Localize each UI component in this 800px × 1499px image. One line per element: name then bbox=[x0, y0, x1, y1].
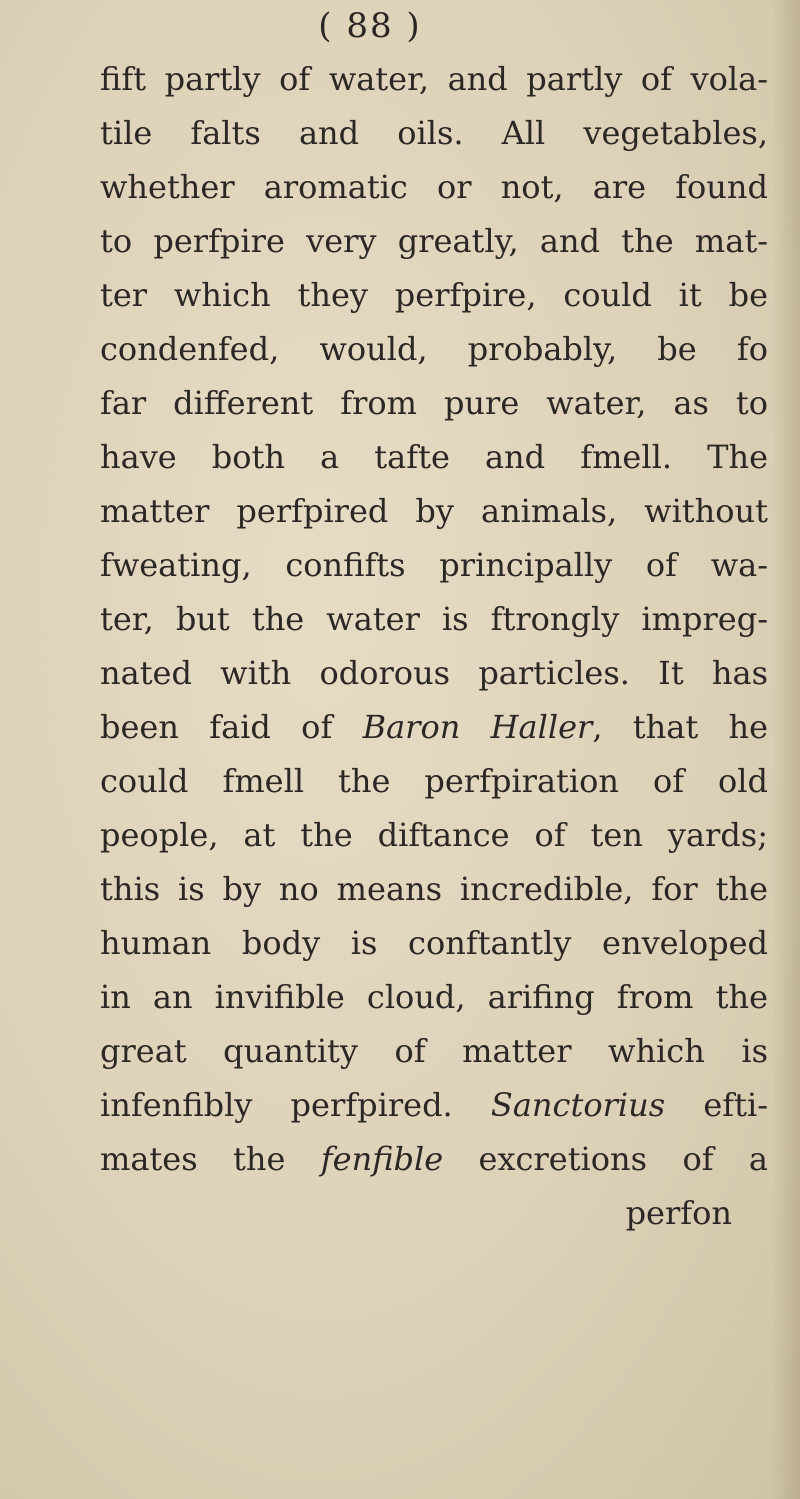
text-line: in an invifible cloud, arifing from the bbox=[100, 978, 768, 1016]
text-line: fweating, confifts principally of wa- bbox=[100, 546, 768, 584]
text-line: human body is conftantly enveloped bbox=[100, 924, 768, 962]
body-text bbox=[100, 52, 768, 1240]
text-line: mates the fenfible excretions of a bbox=[100, 1140, 769, 1178]
text-line: could fmell the perfpiration of old bbox=[100, 762, 768, 800]
italic-word-fenfible: fenfible bbox=[320, 1140, 444, 1178]
text-line: tile falts and oils. All vegetables, bbox=[100, 114, 768, 152]
page-edge-shadow bbox=[772, 0, 800, 1499]
text-line: been faid of Baron Haller, that he bbox=[100, 708, 769, 746]
text-line: matter perfpired by animals, without bbox=[100, 492, 768, 530]
text-line: condenfed, would, probably, be fo bbox=[100, 330, 768, 368]
catchword: perfon bbox=[625, 1194, 732, 1232]
text-line: fift partly of water, and partly of vola- bbox=[100, 60, 768, 98]
text-line: people, at the diftance of ten yards; bbox=[100, 816, 768, 854]
page-number: ( 88 ) bbox=[318, 6, 422, 46]
text-line: great quantity of matter which is bbox=[100, 1032, 768, 1070]
text-line: nated with odorous particles. It has bbox=[100, 654, 768, 692]
text-line: ter which they perfpire, could it be bbox=[100, 276, 768, 314]
text-line: infenfibly perfpired. Sanctorius efti- bbox=[100, 1086, 769, 1124]
text-line: ter, but the water is ftrongly impreg- bbox=[100, 600, 768, 638]
text-line: to perfpire very greatly, and the mat- bbox=[100, 222, 768, 260]
text-line: this is by no means incredible, for the bbox=[100, 870, 768, 908]
text-line: whether aromatic or not, are found bbox=[100, 168, 768, 206]
italic-name-baron-haller: Baron Haller bbox=[362, 708, 593, 746]
text-line: far different from pure water, as to bbox=[100, 384, 768, 422]
text-line: have both a tafte and fmell. The bbox=[100, 438, 768, 476]
italic-name-sanctorius: Sanctorius bbox=[490, 1086, 666, 1124]
